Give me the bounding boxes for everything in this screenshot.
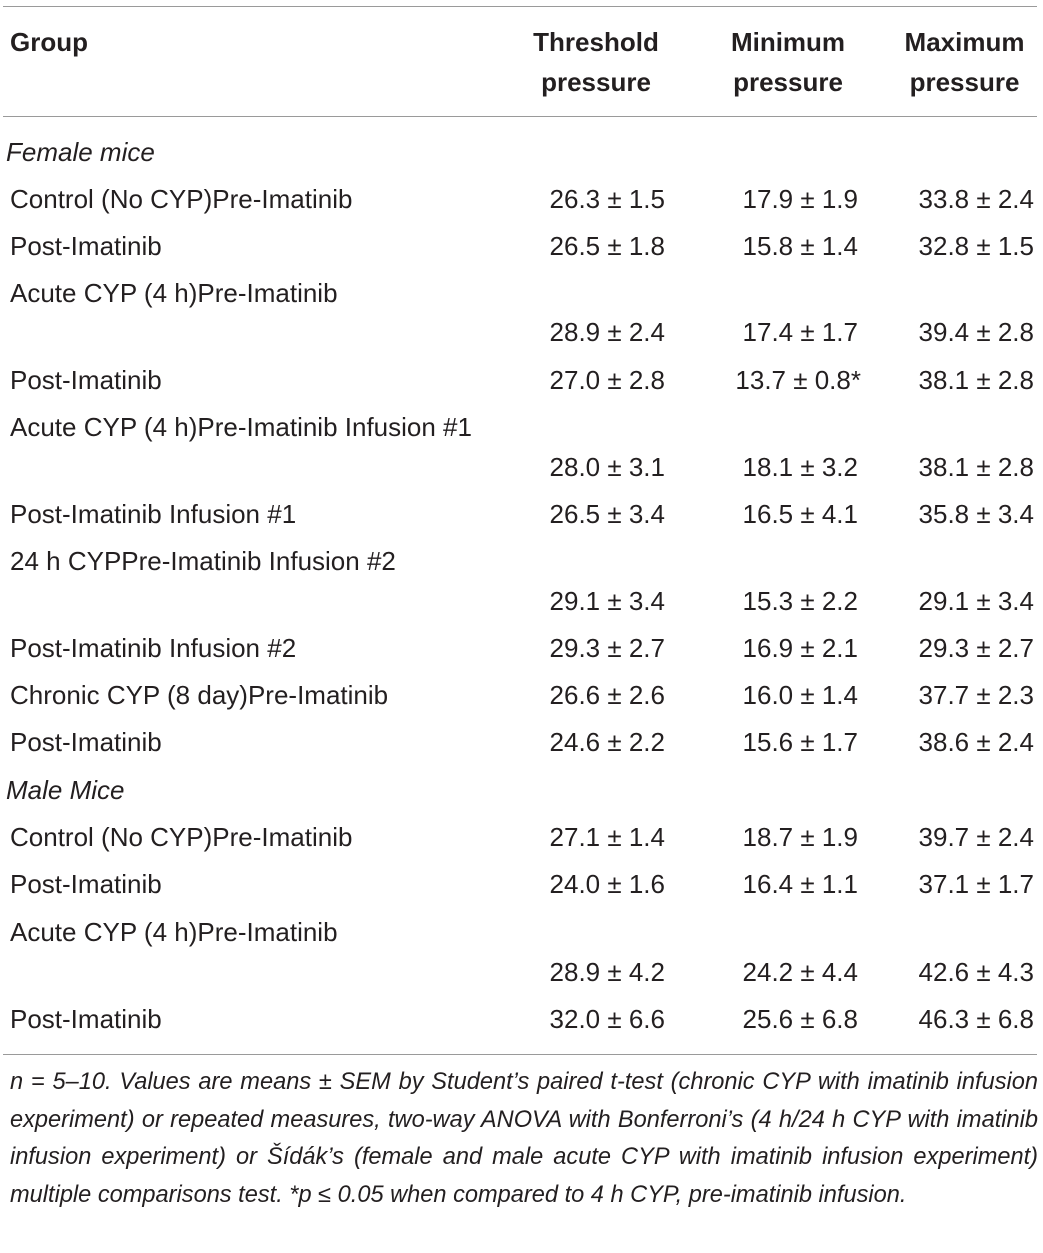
threshold-value: 26.3 ± 1.5 bbox=[549, 184, 665, 214]
maximum-value: 32.8 ± 1.5 bbox=[918, 231, 1034, 261]
row-label: Post-Imatinib Infusion #2 bbox=[10, 633, 297, 663]
row-label: Acute CYP (4 h)Pre-Imatinib bbox=[10, 278, 338, 308]
header-maximum-line-2: pressure bbox=[909, 67, 1020, 97]
minimum-value: 18.7 ± 1.9 bbox=[742, 822, 858, 852]
header-minimum-line-1: Minimum bbox=[730, 27, 846, 57]
table-row bbox=[0, 358, 1043, 402]
minimum-value: 16.9 ± 2.1 bbox=[742, 633, 858, 663]
table-row bbox=[0, 720, 1043, 764]
table-row bbox=[0, 862, 1043, 906]
threshold-value: 26.6 ± 2.6 bbox=[549, 680, 665, 710]
row-label: Chronic CYP (8 day)Pre-Imatinib bbox=[10, 680, 389, 710]
minimum-value: 18.1 ± 3.2 bbox=[742, 452, 858, 482]
header-maximum-pressure bbox=[886, 22, 1043, 102]
minimum-value: 16.5 ± 4.1 bbox=[742, 499, 858, 529]
maximum-value: 38.1 ± 2.8 bbox=[918, 452, 1034, 482]
maximum-value: 42.6 ± 4.3 bbox=[918, 957, 1034, 987]
section-row bbox=[0, 768, 1043, 812]
row-label: Post-Imatinib bbox=[10, 727, 162, 757]
header-threshold-pressure bbox=[510, 22, 682, 102]
row-label: Acute CYP (4 h)Pre-Imatinib Infusion #1 bbox=[10, 412, 472, 442]
minimum-value: 16.0 ± 1.4 bbox=[742, 680, 858, 710]
threshold-value: 26.5 ± 3.4 bbox=[549, 499, 665, 529]
threshold-value: 27.0 ± 2.8 bbox=[549, 365, 665, 395]
table-row bbox=[0, 405, 1043, 449]
threshold-value: 27.1 ± 1.4 bbox=[549, 822, 665, 852]
maximum-value: 39.4 ± 2.8 bbox=[918, 317, 1034, 347]
table-row bbox=[0, 310, 1043, 354]
threshold-value: 24.0 ± 1.6 bbox=[549, 869, 665, 899]
table-header-rule bbox=[3, 116, 1037, 117]
table-footnote bbox=[10, 1064, 1038, 1214]
threshold-value: 26.5 ± 1.8 bbox=[549, 231, 665, 261]
minimum-value: 15.8 ± 1.4 bbox=[742, 231, 858, 261]
threshold-value: 32.0 ± 6.6 bbox=[549, 1004, 665, 1034]
row-label: Post-Imatinib Infusion #1 bbox=[10, 499, 297, 529]
minimum-value: 17.4 ± 1.7 bbox=[742, 317, 858, 347]
maximum-value: 46.3 ± 6.8 bbox=[918, 1004, 1034, 1034]
minimum-value: 25.6 ± 6.8 bbox=[742, 1004, 858, 1034]
header-threshold-line-1: Threshold bbox=[533, 27, 659, 57]
minimum-value: 17.9 ± 1.9 bbox=[742, 184, 858, 214]
maximum-value: 37.1 ± 1.7 bbox=[918, 869, 1034, 899]
table-row bbox=[0, 492, 1043, 536]
table-row bbox=[0, 224, 1043, 268]
row-label: Post-Imatinib bbox=[10, 365, 162, 395]
header-threshold-line-2: pressure bbox=[541, 67, 651, 97]
maximum-value: 29.1 ± 3.4 bbox=[918, 586, 1034, 616]
row-label: Control (No CYP)Pre-Imatinib bbox=[10, 822, 353, 852]
table-row bbox=[0, 673, 1043, 717]
threshold-value: 28.9 ± 4.2 bbox=[549, 957, 665, 987]
maximum-value: 29.3 ± 2.7 bbox=[918, 633, 1034, 663]
table-row bbox=[0, 579, 1043, 623]
row-label: 24 h CYPPre-Imatinib Infusion #2 bbox=[10, 546, 396, 576]
threshold-value: 29.3 ± 2.7 bbox=[549, 633, 665, 663]
row-label: Post-Imatinib bbox=[10, 869, 162, 899]
table-top-rule bbox=[3, 6, 1037, 7]
maximum-value: 37.7 ± 2.3 bbox=[918, 680, 1034, 710]
row-label: Acute CYP (4 h)Pre-Imatinib bbox=[10, 917, 338, 947]
row-label: Post-Imatinib bbox=[10, 1004, 162, 1034]
table-row bbox=[0, 177, 1043, 221]
row-label: Post-Imatinib bbox=[10, 231, 162, 261]
footnote-text: n = 5–10. Values are means ± SEM by Student’s paired t-test (chronic CYP with imatinib infusion experiment) or repeated measures, two-way ANOVA with Bonferroni’s (4 h/24 h CYP with imatinib infusion experiment) or Šídák’s (female and male acute CYP with imatinib infusion experiment) multiple comparisons test. *p ≤ 0.05 when compared to 4 h CYP, pre-imatinib infusion. bbox=[10, 1069, 1038, 1208]
section-title: Male Mice bbox=[6, 775, 125, 805]
maximum-value: 38.1 ± 2.8 bbox=[918, 365, 1034, 395]
header-minimum-pressure bbox=[702, 22, 874, 102]
table-bottom-rule bbox=[3, 1054, 1037, 1055]
table-row bbox=[0, 271, 1043, 315]
minimum-value: 13.7 ± 0.8* bbox=[735, 365, 861, 395]
row-label: Control (No CYP)Pre-Imatinib bbox=[10, 184, 353, 214]
maximum-value: 33.8 ± 2.4 bbox=[918, 184, 1034, 214]
threshold-value: 28.9 ± 2.4 bbox=[549, 317, 665, 347]
section-title: Female mice bbox=[6, 137, 155, 167]
threshold-value: 28.0 ± 3.1 bbox=[549, 452, 665, 482]
table-row bbox=[0, 445, 1043, 489]
maximum-value: 39.7 ± 2.4 bbox=[918, 822, 1034, 852]
table-row bbox=[0, 950, 1043, 994]
minimum-value: 15.6 ± 1.7 bbox=[742, 727, 858, 757]
header-group: Group bbox=[10, 27, 88, 57]
table-row bbox=[0, 539, 1043, 583]
table-row bbox=[0, 815, 1043, 859]
header-maximum-line-1: Maximum bbox=[904, 27, 1025, 57]
minimum-value: 16.4 ± 1.1 bbox=[742, 869, 858, 899]
threshold-value: 24.6 ± 2.2 bbox=[549, 727, 665, 757]
minimum-value: 15.3 ± 2.2 bbox=[742, 586, 858, 616]
header-minimum-line-2: pressure bbox=[733, 67, 843, 97]
maximum-value: 38.6 ± 2.4 bbox=[918, 727, 1034, 757]
section-row bbox=[0, 130, 1043, 174]
threshold-value: 29.1 ± 3.4 bbox=[549, 586, 665, 616]
table-row bbox=[0, 997, 1043, 1041]
maximum-value: 35.8 ± 3.4 bbox=[918, 499, 1034, 529]
table-row bbox=[0, 626, 1043, 670]
minimum-value: 24.2 ± 4.4 bbox=[742, 957, 858, 987]
table-row bbox=[0, 910, 1043, 954]
